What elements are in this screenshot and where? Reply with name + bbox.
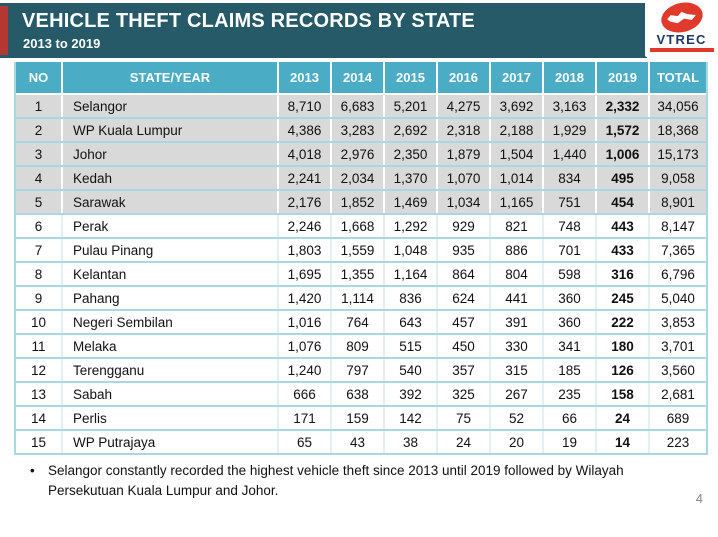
table-row — [16, 382, 706, 406]
year-value-cell: 643 — [384, 310, 437, 334]
slide-subtitle: 2013 to 2019 — [23, 36, 101, 51]
column-header-2018: 2018 — [543, 62, 596, 94]
year-value-cell: 341 — [543, 334, 596, 358]
year-value-cell: 235 — [543, 382, 596, 406]
year-value-cell: 1,355 — [331, 262, 384, 286]
title-banner — [0, 3, 647, 58]
total-cell: 8,147 — [649, 214, 706, 238]
year-value-cell: 4,386 — [278, 118, 331, 142]
state-name: Negeri Sembilan — [62, 310, 278, 334]
year-value-cell: 441 — [490, 286, 543, 310]
year-value-cell: 454 — [596, 190, 649, 214]
state-name: Terengganu — [62, 358, 278, 382]
year-value-cell: 495 — [596, 166, 649, 190]
year-value-cell: 38 — [384, 430, 437, 453]
year-value-cell: 1,292 — [384, 214, 437, 238]
year-value-cell: 457 — [437, 310, 490, 334]
year-value-cell: 1,504 — [490, 142, 543, 166]
table-row — [16, 214, 706, 238]
year-value-cell: 75 — [437, 406, 490, 430]
year-value-cell: 797 — [331, 358, 384, 382]
state-name: Selangor — [62, 94, 278, 118]
row-number: 14 — [16, 406, 62, 430]
year-value-cell: 24 — [596, 406, 649, 430]
year-value-cell: 159 — [331, 406, 384, 430]
column-header-2014: 2014 — [331, 62, 384, 94]
row-number: 7 — [16, 238, 62, 262]
state-name: Sabah — [62, 382, 278, 406]
row-number: 1 — [16, 94, 62, 118]
year-value-cell: 8,710 — [278, 94, 331, 118]
row-number: 5 — [16, 190, 62, 214]
footnote — [30, 461, 690, 502]
year-value-cell: 43 — [331, 430, 384, 453]
year-value-cell: 935 — [437, 238, 490, 262]
year-value-cell: 126 — [596, 358, 649, 382]
year-value-cell: 65 — [278, 430, 331, 453]
year-value-cell: 2,188 — [490, 118, 543, 142]
state-name: Johor — [62, 142, 278, 166]
total-cell: 2,681 — [649, 382, 706, 406]
year-value-cell: 1,070 — [437, 166, 490, 190]
column-header-total: TOTAL — [649, 62, 706, 94]
table-body — [16, 94, 706, 453]
year-value-cell: 4,275 — [437, 94, 490, 118]
year-value-cell: 391 — [490, 310, 543, 334]
year-value-cell: 638 — [331, 382, 384, 406]
column-header-2016: 2016 — [437, 62, 490, 94]
year-value-cell: 6,683 — [331, 94, 384, 118]
year-value-cell: 158 — [596, 382, 649, 406]
total-cell: 3,701 — [649, 334, 706, 358]
table-row — [16, 334, 706, 358]
year-value-cell: 325 — [437, 382, 490, 406]
year-value-cell: 2,034 — [331, 166, 384, 190]
year-value-cell: 540 — [384, 358, 437, 382]
year-value-cell: 1,572 — [596, 118, 649, 142]
row-number: 6 — [16, 214, 62, 238]
total-cell: 7,365 — [649, 238, 706, 262]
table-row — [16, 310, 706, 334]
state-name: Pulau Pinang — [62, 238, 278, 262]
year-value-cell: 2,976 — [331, 142, 384, 166]
table-row — [16, 406, 706, 430]
vtrec-logo-text: VTREC — [656, 32, 707, 47]
year-value-cell: 360 — [543, 286, 596, 310]
table-row — [16, 430, 706, 453]
year-value-cell: 886 — [490, 238, 543, 262]
red-accent-bar — [0, 6, 8, 55]
year-value-cell: 171 — [278, 406, 331, 430]
year-value-cell: 14 — [596, 430, 649, 453]
row-number: 4 — [16, 166, 62, 190]
year-value-cell: 1,076 — [278, 334, 331, 358]
total-cell: 5,040 — [649, 286, 706, 310]
page-number: 4 — [695, 491, 703, 506]
total-cell: 8,901 — [649, 190, 706, 214]
year-value-cell: 245 — [596, 286, 649, 310]
year-value-cell: 1,852 — [331, 190, 384, 214]
total-cell: 6,796 — [649, 262, 706, 286]
year-value-cell: 1,165 — [490, 190, 543, 214]
year-value-cell: 315 — [490, 358, 543, 382]
year-value-cell: 1,559 — [331, 238, 384, 262]
year-value-cell: 1,695 — [278, 262, 331, 286]
year-value-cell: 180 — [596, 334, 649, 358]
column-header-no: NO — [16, 62, 62, 94]
year-value-cell: 1,440 — [543, 142, 596, 166]
row-number: 3 — [16, 142, 62, 166]
year-value-cell: 2,246 — [278, 214, 331, 238]
year-value-cell: 142 — [384, 406, 437, 430]
state-name: Kelantan — [62, 262, 278, 286]
year-value-cell: 1,929 — [543, 118, 596, 142]
year-value-cell: 929 — [437, 214, 490, 238]
state-name: Melaka — [62, 334, 278, 358]
year-value-cell: 701 — [543, 238, 596, 262]
state-name: Pahang — [62, 286, 278, 310]
year-value-cell: 3,692 — [490, 94, 543, 118]
year-value-cell: 392 — [384, 382, 437, 406]
year-value-cell: 809 — [331, 334, 384, 358]
table-row — [16, 94, 706, 118]
year-value-cell: 3,163 — [543, 94, 596, 118]
year-value-cell: 2,318 — [437, 118, 490, 142]
total-cell: 34,056 — [649, 94, 706, 118]
state-name: WP Putrajaya — [62, 430, 278, 453]
year-value-cell: 2,241 — [278, 166, 331, 190]
year-value-cell: 433 — [596, 238, 649, 262]
footnote-text: Selangor constantly recorded the highest vehicle theft since 2013 until 2019 followed by Wilayah Persekutuan Kuala Lumpur and Johor. — [48, 463, 624, 499]
state-name: Kedah — [62, 166, 278, 190]
table-row — [16, 166, 706, 190]
year-value-cell: 2,350 — [384, 142, 437, 166]
vtrec-logo-tagline-bar — [650, 48, 714, 52]
year-value-cell: 66 — [543, 406, 596, 430]
year-value-cell: 1,668 — [331, 214, 384, 238]
column-header-2013: 2013 — [278, 62, 331, 94]
year-value-cell: 185 — [543, 358, 596, 382]
year-value-cell: 3,283 — [331, 118, 384, 142]
year-value-cell: 1,240 — [278, 358, 331, 382]
total-cell: 15,173 — [649, 142, 706, 166]
total-cell: 3,853 — [649, 310, 706, 334]
total-cell: 689 — [649, 406, 706, 430]
year-value-cell: 1,034 — [437, 190, 490, 214]
year-value-cell: 764 — [331, 310, 384, 334]
column-header-2017: 2017 — [490, 62, 543, 94]
year-value-cell: 1,370 — [384, 166, 437, 190]
year-value-cell: 1,006 — [596, 142, 649, 166]
year-value-cell: 2,692 — [384, 118, 437, 142]
table-row — [16, 286, 706, 310]
theft-claims-table — [16, 62, 706, 453]
year-value-cell: 821 — [490, 214, 543, 238]
table-row — [16, 238, 706, 262]
table-row — [16, 358, 706, 382]
slide-title: VEHICLE THEFT CLAIMS RECORDS BY STATE — [22, 10, 475, 32]
row-number: 12 — [16, 358, 62, 382]
year-value-cell: 1,114 — [331, 286, 384, 310]
year-value-cell: 1,420 — [278, 286, 331, 310]
year-value-cell: 2,176 — [278, 190, 331, 214]
year-value-cell: 748 — [543, 214, 596, 238]
row-number: 13 — [16, 382, 62, 406]
state-name: Perak — [62, 214, 278, 238]
table-header-row — [16, 62, 706, 94]
year-value-cell: 1,164 — [384, 262, 437, 286]
year-value-cell: 804 — [490, 262, 543, 286]
year-value-cell: 1,014 — [490, 166, 543, 190]
year-value-cell: 267 — [490, 382, 543, 406]
year-value-cell: 316 — [596, 262, 649, 286]
malaysia-map-icon — [666, 9, 697, 27]
year-value-cell: 1,879 — [437, 142, 490, 166]
year-value-cell: 864 — [437, 262, 490, 286]
total-cell: 223 — [649, 430, 706, 453]
year-value-cell: 624 — [437, 286, 490, 310]
year-value-cell: 4,018 — [278, 142, 331, 166]
state-name: Sarawak — [62, 190, 278, 214]
row-number: 8 — [16, 262, 62, 286]
year-value-cell: 1,016 — [278, 310, 331, 334]
year-value-cell: 2,332 — [596, 94, 649, 118]
state-name: Perlis — [62, 406, 278, 430]
table-row — [16, 142, 706, 166]
year-value-cell: 20 — [490, 430, 543, 453]
year-value-cell: 5,201 — [384, 94, 437, 118]
year-value-cell: 24 — [437, 430, 490, 453]
year-value-cell: 330 — [490, 334, 543, 358]
table-row — [16, 118, 706, 142]
column-header-2015: 2015 — [384, 62, 437, 94]
row-number: 15 — [16, 430, 62, 453]
row-number: 9 — [16, 286, 62, 310]
row-number: 11 — [16, 334, 62, 358]
year-value-cell: 666 — [278, 382, 331, 406]
table-row — [16, 262, 706, 286]
total-cell: 9,058 — [649, 166, 706, 190]
year-value-cell: 19 — [543, 430, 596, 453]
year-value-cell: 1,803 — [278, 238, 331, 262]
year-value-cell: 443 — [596, 214, 649, 238]
total-cell: 18,368 — [649, 118, 706, 142]
year-value-cell: 357 — [437, 358, 490, 382]
row-number: 10 — [16, 310, 62, 334]
column-header-2019: 2019 — [596, 62, 649, 94]
table-row — [16, 190, 706, 214]
year-value-cell: 598 — [543, 262, 596, 286]
state-name: WP Kuala Lumpur — [62, 118, 278, 142]
vtrec-logo — [645, 0, 718, 57]
year-value-cell: 1,469 — [384, 190, 437, 214]
year-value-cell: 360 — [543, 310, 596, 334]
year-value-cell: 836 — [384, 286, 437, 310]
year-value-cell: 1,048 — [384, 238, 437, 262]
year-value-cell: 751 — [543, 190, 596, 214]
total-cell: 3,560 — [649, 358, 706, 382]
column-header-state-year: STATE/YEAR — [62, 62, 278, 94]
year-value-cell: 834 — [543, 166, 596, 190]
year-value-cell: 450 — [437, 334, 490, 358]
bullet-marker: • — [30, 463, 35, 478]
row-number: 2 — [16, 118, 62, 142]
year-value-cell: 515 — [384, 334, 437, 358]
theft-claims-table-wrapper — [14, 62, 708, 455]
year-value-cell: 52 — [490, 406, 543, 430]
year-value-cell: 222 — [596, 310, 649, 334]
